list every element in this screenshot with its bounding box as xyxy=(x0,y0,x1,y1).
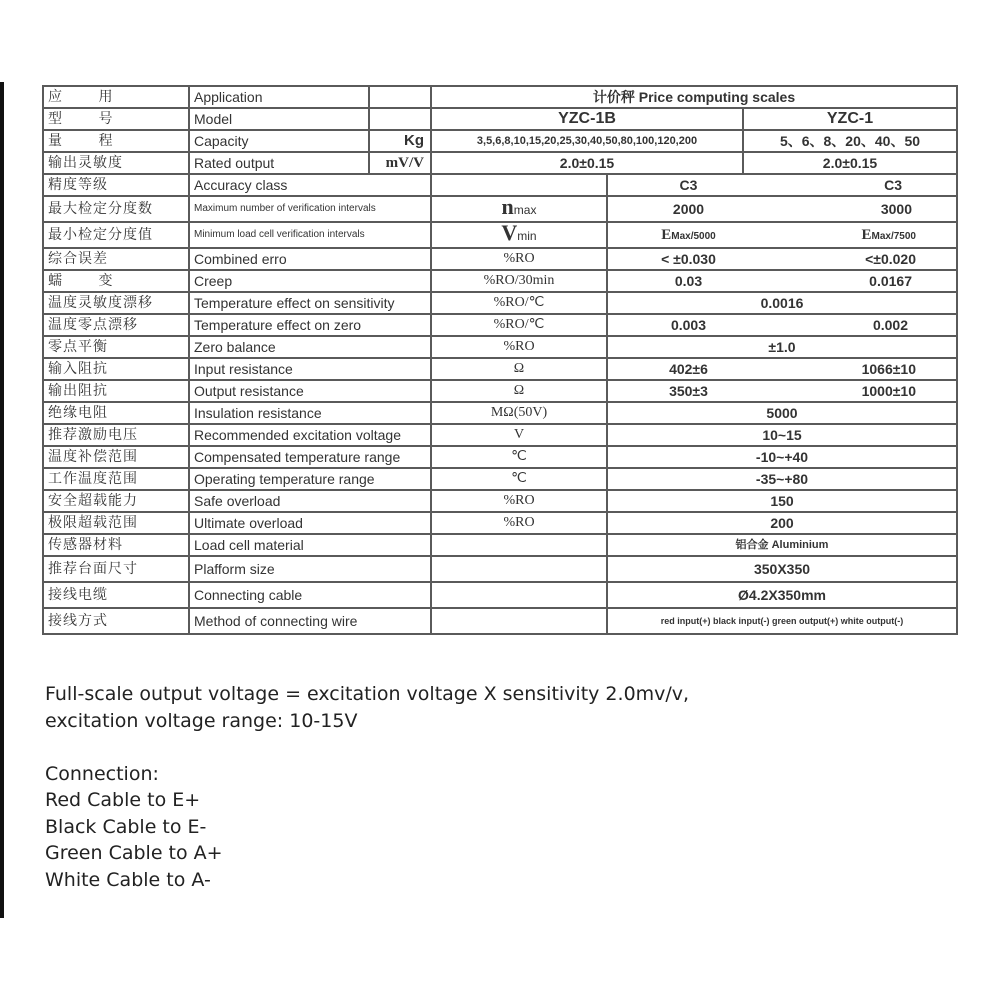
row-unit: MΩ(50V) xyxy=(431,402,607,424)
connection-item: Green Cable to A+ xyxy=(45,842,223,864)
row-label-en: Zero balance xyxy=(189,336,431,358)
output-resistance-yzc1b: 350±3 xyxy=(669,383,708,399)
row-unit xyxy=(431,582,607,608)
unit-sub: min xyxy=(517,229,537,243)
row-unit xyxy=(431,222,607,248)
table-row-rated-output xyxy=(43,152,957,174)
row-label-cn: 绝缘电阻 xyxy=(43,402,189,424)
row-label-cn: 零点平衡 xyxy=(43,336,189,358)
table-row-operating-temp xyxy=(43,468,957,490)
zero-balance-value: ±1.0 xyxy=(607,336,957,358)
row-label-en: Load cell material xyxy=(189,534,431,556)
row-unit: Kg xyxy=(369,130,431,152)
row-label-cn: 输入阻抗 xyxy=(43,358,189,380)
output-resistance-values xyxy=(607,380,957,402)
connection-item: White Cable to A- xyxy=(45,868,211,891)
accuracy-values xyxy=(607,174,957,196)
row-unit: %RO xyxy=(431,248,607,270)
compensated-temp-value: -10~+40 xyxy=(607,446,957,468)
connection-title: Connection: xyxy=(45,762,159,785)
connection-item: Black Cable to E- xyxy=(45,815,207,838)
creep-yzc1: 0.0167 xyxy=(869,273,912,289)
accuracy-yzc1: C3 xyxy=(884,177,902,193)
row-label-en: Rated output xyxy=(189,152,369,174)
table-row-connecting-cable xyxy=(43,582,957,608)
table-row-safe-overload xyxy=(43,490,957,512)
max-intervals-yzc1b: 2000 xyxy=(672,201,705,217)
row-label-cn: 传感器材料 xyxy=(43,534,189,556)
min-intervals-yzc1b xyxy=(612,224,765,247)
material-value: 铝合金 Aluminium xyxy=(607,534,957,556)
table-row-max-intervals xyxy=(43,196,957,222)
table-row-temp-sensitivity xyxy=(43,292,957,314)
spec-table xyxy=(42,85,958,635)
table-row-compensated-temp xyxy=(43,446,957,468)
row-label-cn: 极限超载范围 xyxy=(43,512,189,534)
table-row-min-intervals xyxy=(43,222,957,248)
row-unit xyxy=(431,196,607,222)
row-label-en: Capacity xyxy=(189,130,369,152)
temp-zero-values xyxy=(607,314,957,336)
min-intervals-values xyxy=(607,222,957,248)
row-label-cn: 最小检定分度值 xyxy=(43,222,189,248)
table-row-input-resistance xyxy=(43,358,957,380)
ultimate-overload-value: 200 xyxy=(607,512,957,534)
row-unit xyxy=(369,86,431,108)
row-unit: %RO xyxy=(431,490,607,512)
model-yzc1: YZC-1 xyxy=(743,108,957,130)
row-unit: %RO/℃ xyxy=(431,314,607,336)
row-label-cn: 接线电缆 xyxy=(43,582,189,608)
row-unit: %RO xyxy=(431,336,607,358)
row-label-cn: 温度补偿范围 xyxy=(43,446,189,468)
table-row-output-resistance xyxy=(43,380,957,402)
row-label-cn: 推荐激励电压 xyxy=(43,424,189,446)
table-row-excitation-voltage xyxy=(43,424,957,446)
safe-overload-value: 150 xyxy=(607,490,957,512)
row-unit: %RO/℃ xyxy=(431,292,607,314)
row-label-en: Maximum number of verification intervals xyxy=(189,196,431,222)
row-label-cn: 温度零点漂移 xyxy=(43,314,189,336)
e-symbol: E xyxy=(661,226,672,243)
row-label-cn: 量 程 xyxy=(43,130,189,152)
row-label-en: Ultimate overload xyxy=(189,512,431,534)
connecting-cable-value: Ø4.2X350mm xyxy=(607,582,957,608)
row-unit xyxy=(431,534,607,556)
row-label-en: Method of connecting wire xyxy=(189,608,431,634)
row-label-cn: 型 号 xyxy=(43,108,189,130)
row-label-en: Plafform size xyxy=(189,556,431,582)
row-label-cn: 工作温度范围 xyxy=(43,468,189,490)
unit-main: n xyxy=(501,196,514,219)
row-label-cn: 最大检定分度数 xyxy=(43,196,189,222)
row-label-en: Temperature effect on zero xyxy=(189,314,431,336)
row-label-en: Accuracy class xyxy=(189,174,431,196)
platform-size-value: 350X350 xyxy=(607,556,957,582)
temp-zero-yzc1b: 0.003 xyxy=(670,317,707,333)
combined-error-yzc1: <±0.020 xyxy=(865,251,916,267)
row-label-cn: 精度等级 xyxy=(43,174,189,196)
row-label-en: Application xyxy=(189,86,369,108)
min-intervals-yzc1 xyxy=(765,224,952,247)
row-unit: mV/V xyxy=(369,152,431,174)
row-unit: %RO/30min xyxy=(431,270,607,292)
wiring-method-value: red input(+) black input(-) green output(+) white output(-) xyxy=(607,608,957,634)
row-unit: ℃ xyxy=(431,446,607,468)
rated-output-yzc1: 2.0±0.15 xyxy=(743,152,957,174)
connection-item: Red Cable to E+ xyxy=(45,789,201,811)
row-label-cn: 综合误差 xyxy=(43,248,189,270)
input-resistance-yzc1b: 402±6 xyxy=(669,361,708,377)
left-border-bar xyxy=(0,82,4,918)
e-sub: Max/5000 xyxy=(671,230,716,242)
row-unit xyxy=(431,556,607,582)
row-unit xyxy=(431,608,607,634)
row-label-en: Recommended excitation voltage xyxy=(189,424,431,446)
row-label-en: Temperature effect on sensitivity xyxy=(189,292,431,314)
combined-error-values xyxy=(607,248,957,270)
row-unit: ℃ xyxy=(431,468,607,490)
row-label-en: Safe overload xyxy=(189,490,431,512)
row-label-en: Compensated temperature range xyxy=(189,446,431,468)
temp-sensitivity-value: 0.0016 xyxy=(607,292,957,314)
output-resistance-yzc1: 1000±10 xyxy=(861,383,916,399)
row-label-cn: 推荐台面尺寸 xyxy=(43,556,189,582)
table-row-platform-size xyxy=(43,556,957,582)
combined-error-yzc1b: < ±0.030 xyxy=(661,251,716,267)
input-resistance-yzc1: 1066±10 xyxy=(861,361,916,377)
row-label-en: Creep xyxy=(189,270,431,292)
accuracy-yzc1b: C3 xyxy=(679,177,698,193)
table-row-combined-error xyxy=(43,248,957,270)
application-value: 计价秤 Price computing scales xyxy=(431,86,957,108)
model-yzc1b: YZC-1B xyxy=(431,108,743,130)
row-label-cn: 应 用 xyxy=(43,86,189,108)
row-label-cn: 接线方式 xyxy=(43,608,189,634)
table-row-temp-zero xyxy=(43,314,957,336)
row-label-en: Model xyxy=(189,108,369,130)
e-symbol: E xyxy=(861,226,872,243)
unit-main: V xyxy=(501,222,518,245)
table-row-wiring-method xyxy=(43,608,957,634)
row-label-en: Minimum load cell verification intervals xyxy=(189,222,431,248)
input-resistance-values xyxy=(607,358,957,380)
table-row-zero-balance xyxy=(43,336,957,358)
creep-yzc1b: 0.03 xyxy=(674,273,703,289)
creep-values xyxy=(607,270,957,292)
voltage-range-line: excitation voltage range: 10-15V xyxy=(45,709,358,732)
capacity-yzc1b: 3,5,6,8,10,15,20,25,30,40,50,80,100,120,200 xyxy=(431,130,743,152)
row-label-en: Insulation resistance xyxy=(189,402,431,424)
table-row-ultimate-overload xyxy=(43,512,957,534)
spacer xyxy=(45,734,689,761)
row-unit: Ω xyxy=(431,358,607,380)
row-label-en: Combined erro xyxy=(189,248,431,270)
row-label-en: Connecting cable xyxy=(189,582,431,608)
max-intervals-values xyxy=(607,196,957,222)
row-unit: V xyxy=(431,424,607,446)
table-row-application xyxy=(43,86,957,108)
row-label-cn: 输出阻抗 xyxy=(43,380,189,402)
row-unit: %RO xyxy=(431,512,607,534)
table-row-material xyxy=(43,534,957,556)
rated-output-yzc1b: 2.0±0.15 xyxy=(431,152,743,174)
max-intervals-yzc1: 3000 xyxy=(880,201,912,217)
row-label-cn: 安全超载能力 xyxy=(43,490,189,512)
row-label-en: Operating temperature range xyxy=(189,468,431,490)
row-unit: Ω xyxy=(431,380,607,402)
formula-line: Full-scale output voltage = excitation voltage X sensitivity 2.0mv/v, xyxy=(45,683,690,705)
row-label-cn: 温度灵敏度漂移 xyxy=(43,292,189,314)
table-row-capacity xyxy=(43,130,957,152)
excitation-voltage-value: 10~15 xyxy=(607,424,957,446)
row-label-cn: 蠕 变 xyxy=(43,270,189,292)
e-sub: Max/7500 xyxy=(871,230,916,242)
operating-temp-value: -35~+80 xyxy=(607,468,957,490)
row-unit xyxy=(369,108,431,130)
row-label-cn: 输出灵敏度 xyxy=(43,152,189,174)
notes-section xyxy=(45,681,689,893)
row-label-en: Input resistance xyxy=(189,358,431,380)
temp-zero-yzc1: 0.002 xyxy=(872,317,908,333)
table-row-model xyxy=(43,108,957,130)
table-row-insulation-resistance xyxy=(43,402,957,424)
unit-sub: max xyxy=(513,203,537,217)
table-row-creep xyxy=(43,270,957,292)
row-unit xyxy=(431,174,607,196)
row-label-en: Output resistance xyxy=(189,380,431,402)
capacity-yzc1: 5、6、8、20、40、50 xyxy=(743,130,957,152)
insulation-resistance-value: 5000 xyxy=(607,402,957,424)
table-row-accuracy-class xyxy=(43,174,957,196)
